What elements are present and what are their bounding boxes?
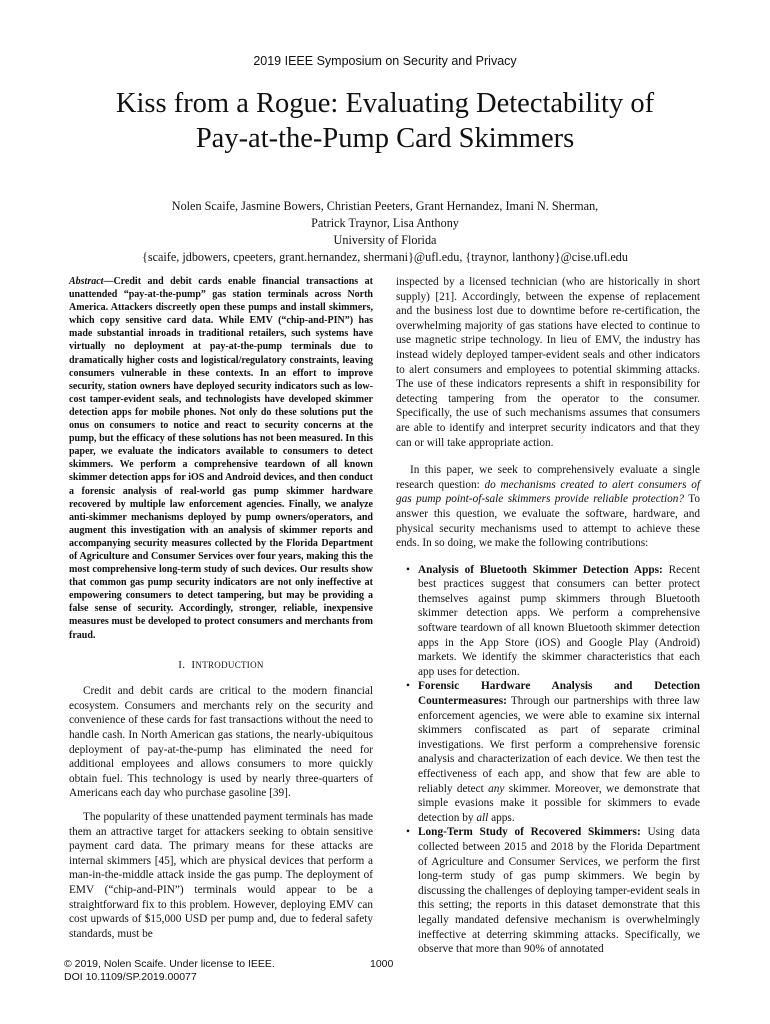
list-item — [396, 825, 700, 956]
right-paragraph-1: inspected by a licensed technician (who are historically in short supply) [21]. Accordingly, between the expense of replacement and the business lost due to downtime before re-certification, the overwhelming majority of gas stations have elected to continue to use magnetic stripe technology. In lieu of EMV, the industry has instead widely deployed tamper-evident seals and other indicators to alert consumers and employees to potential skimming attacks. The use of these indicators represents a shift in responsibility for detecting tampering from the operator to the consumer. Specifically, the use of such mechanisms assumes that consumers are able to identify and interpret security indicators and that they can or will take appropriate action. — [396, 276, 700, 449]
emphasis-any: any — [488, 782, 505, 795]
contributions-list — [396, 563, 700, 957]
abstract-label: Abstract — [69, 276, 104, 287]
copyright-line: © 2019, Nolen Scaife. Under license to IEEE. — [64, 958, 275, 970]
section-heading-initial: I — [191, 658, 196, 671]
research-question-paragraph — [396, 463, 700, 551]
bullet-icon: • — [406, 680, 410, 693]
abstract — [69, 275, 373, 642]
author-names-line-2: Patrick Traynor, Lisa Anthony — [311, 216, 459, 230]
title-line-1: Kiss from a Rogue: Evaluating Detectability of — [115, 88, 655, 119]
section-heading-rest: NTRODUCTION — [195, 659, 264, 670]
contribution-heading: Forensic Hardware Analysis and Detection Countermeasures: — [418, 680, 700, 708]
contribution-heading: Long-Term Study of Recovered Skimmers: — [418, 826, 641, 839]
footer-copyright — [64, 958, 275, 984]
right-column — [396, 275, 700, 957]
bullet-icon: • — [406, 826, 410, 839]
page-number: 1000 — [370, 958, 394, 970]
contribution-text: Through our partnerships with three law enforcement agencies, we were able to examine six internal skimmers confiscated as part of separate criminal investigations. We first perform a comprehensive forensic analysis and characterization of each device. We then test the effectiveness of each app, and show that few are able to reliably detect — [418, 695, 700, 795]
section-number: I. — [178, 658, 186, 671]
left-column — [69, 275, 373, 941]
title-line-2: Pay-at-the-Pump Card Skimmers — [195, 123, 575, 154]
section-heading-introduction — [69, 658, 373, 673]
list-item — [396, 563, 700, 680]
rq-follow: To answer this question, we evaluate the software, hardware, and physical security mechanisms used to attempt to achieve these ends. In so doing, we make the following contributions: — [396, 493, 700, 550]
doi-line: DOI 10.1109/SP.2019.00077 — [64, 971, 197, 983]
rq-lead: In this paper, we seek to comprehensively evaluate a single research question: — [396, 464, 700, 491]
intro-paragraph-1: Credit and debit cards are critical to the modern financial ecosystem. Consumers and merchants rely on the security and convenience of these cards for fast transactions without the need to handle cash. In North American gas stations, the nearly-ubiquitous deployment of pay-at-the-pump has eliminated the need for additional employees and allows consumers to more quickly obtain fuel. This technology is used by nearly three-quarters of Americans each day who purchase gasoline [39]. — [69, 685, 373, 800]
research-question: do mechanisms created to alert consumers of gas pump point-of-sale skimmers provide reliable protection? — [396, 478, 700, 506]
intro-paragraph-2: The popularity of these unattended payment terminals has made them an attractive target for attackers seeking to obtain sensitive payment card data. The primary means for these attacks are internal skimmers [45], which are physical devices that perform a man-in-the-middle attack inside the gas pump. The deployment of EMV (“chip-and-PIN”) terminals would appear to be a straightforward fix to this problem. However, deploying EMV can cost upwards of $15,000 USD per pump and, due to federal safety standards, must be — [69, 810, 373, 940]
author-names-line-1: Nolen Scaife, Jasmine Bowers, Christian Peeters, Grant Hernandez, Imani N. Sherman, — [171, 199, 599, 213]
contribution-text: Using data collected between 2015 and 2018 by the Florida Department of Agriculture and Consumer Services, we perform the first long-term study of gas pump skimmers. We begin by discussing the challenges of deploying tamper-evident seals in this setting; the reports in this dataset demonstrate that this legally mandated defensive mechanism is overwhelmingly ineffective at deterring skimming attacks. Specifically, we observe that more than 90% of annotated — [418, 826, 700, 956]
bullet-icon: • — [406, 563, 410, 576]
author-block — [0, 198, 770, 266]
abstract-text: —Credit and debit cards enable financial transactions at unattended “pay-at-the-pump” gas station terminals across North America. Attackers discreetly open these pumps and install skimmers, which copy sensitive card data. While EMV (“chip-and-PIN”) has made substantial inroads in traditional retailers, such systems have virtually no deployment at pay-at-the-pump terminals due to dramatically higher costs and logistical/regulatory constraints, leaving consumers vulnerable in these contexts. In an effort to improve security, station owners have deployed security indicators such as low-cost tamper-evident seals, and technologists have developed skimmer detection apps for mobile phones. Not only do these solutions put the onus on consumers to notice and react to security concerns at the pump, but the efficacy of these solutions has not been measured. In this paper, we evaluate the indicators available to consumers to detect skimmers. We perform a comprehensive teardown of all known skimmer detection apps for iOS and Android devices, and then conduct a forensic analysis of real-world gas pump skimmer hardware recovered by multiple law enforcement agencies. Finally, we analyze anti-skimmer mechanisms deployed by pump owners/operators, and augment this investigation with an analysis of skimmer reports and accompanying security measures collected by the Florida Department of Agriculture and Consumer Services over four years, making this the most comprehensive long-term study of such devices. Our results show that common gas pump security indicators are not only ineffective at empowering consumers to detect tampering, but may be providing a false sense of security. Accordingly, stronger, reliable, inexpensive measures must be developed to protect consumers and merchants from fraud. — [69, 276, 373, 641]
contribution-text: Recent best practices suggest that consumers can better protect themselves against pump skimmers through Bluetooth skimmer detection apps. We perform a comprehensive software teardown of all known Bluetooth skimmer detection apps in the App Store (iOS) and Google Play (Android) markets. We identify the skimmer characteristics that each app uses for detection. — [418, 563, 700, 678]
list-item — [396, 679, 700, 825]
conference-header: 2019 IEEE Symposium on Security and Privacy — [253, 54, 517, 68]
contribution-heading: Analysis of Bluetooth Skimmer Detection Apps: — [418, 563, 663, 576]
paper-title — [0, 86, 770, 156]
author-emails: {scaife, jdbowers, cpeeters, grant.hernandez, shermani}@ufl.edu, {traynor, lanthony}@cise.ufl.edu — [142, 250, 628, 264]
contribution-text: apps. — [488, 811, 515, 824]
affiliation: University of Florida — [333, 233, 437, 247]
contribution-text: skimmer. Moreover, we demonstrate that simple evasions make it possible for skimmers to evade detection by — [418, 782, 701, 824]
emphasis-all: all — [476, 811, 489, 824]
